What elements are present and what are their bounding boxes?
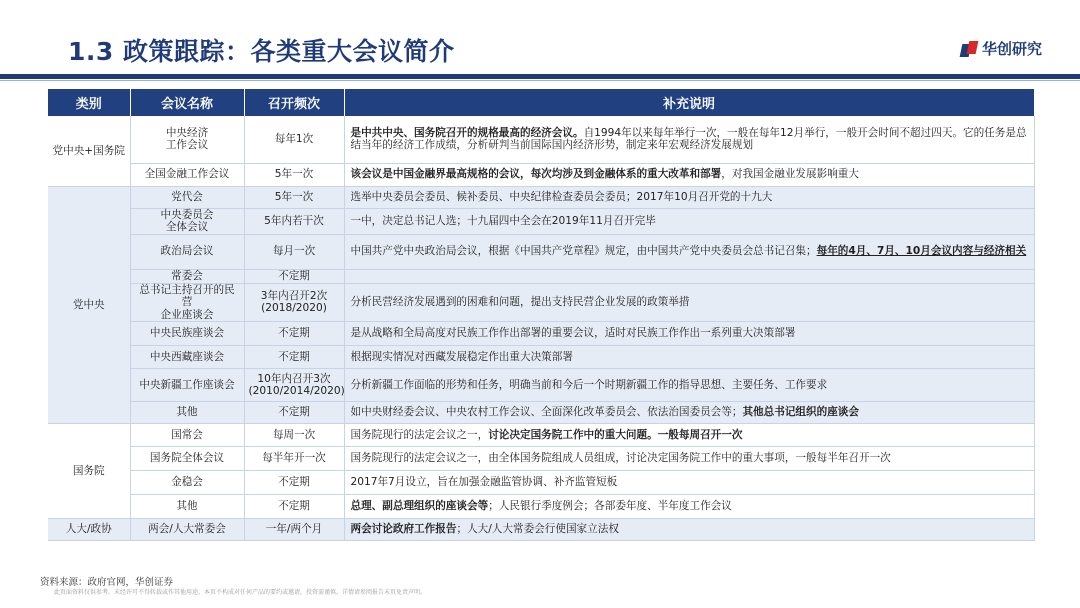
disclaimer: 此页面资料仅供参考，未经许可不得转载或作其他用途。本页不构成对任何产品的要约或邀请，投资需谨慎。详情请参阅报告末页免责声明。 bbox=[54, 589, 427, 596]
description-text: 国务院现行的法定会议之一， bbox=[350, 428, 489, 441]
category-cell: 人大/政协 bbox=[48, 519, 130, 541]
column-header: 补充说明 bbox=[344, 89, 1034, 116]
frequency-cell: 每月一次 bbox=[244, 234, 344, 269]
table-row bbox=[48, 283, 1034, 322]
column-header: 会议名称 bbox=[130, 89, 244, 116]
logo-icon bbox=[961, 41, 977, 57]
meeting-name-cell: 常委会 bbox=[130, 269, 244, 283]
frequency-cell: 不定期 bbox=[244, 346, 344, 369]
description-text: ；人大/人大常委会行使国家立法权 bbox=[456, 523, 619, 536]
description-cell bbox=[344, 447, 1034, 471]
meeting-name-cell: 中央新疆工作座谈会 bbox=[130, 369, 244, 402]
description-cell bbox=[344, 163, 1034, 186]
description-cell bbox=[344, 116, 1034, 163]
meeting-name-cell: 中央委员会 全体会议 bbox=[130, 208, 244, 234]
table-row bbox=[48, 234, 1034, 269]
frequency-cell: 5年一次 bbox=[244, 163, 344, 186]
table-row bbox=[48, 186, 1034, 208]
table-row bbox=[48, 269, 1034, 283]
header-divider bbox=[0, 74, 1080, 79]
description-cell bbox=[344, 424, 1034, 447]
frequency-cell: 不定期 bbox=[244, 402, 344, 424]
emphasis-text: 总理、副总理组织的座谈会等 bbox=[350, 500, 489, 513]
source-note: 资料来源：政府官网，华创证券 bbox=[40, 577, 174, 588]
meetings-table bbox=[48, 89, 1035, 541]
meeting-name-cell: 中央经济 工作会议 bbox=[130, 116, 244, 163]
table-row bbox=[48, 471, 1034, 495]
description-text: 分析民营经济发展遇到的困难和问题，提出支持民营企业发展的政策举措 bbox=[350, 296, 690, 308]
meeting-name-cell: 中央西藏座谈会 bbox=[130, 346, 244, 369]
table-row bbox=[48, 322, 1034, 346]
emphasis-text: 每年的4月、7月、10月会议内容与经济相关 bbox=[816, 245, 1027, 258]
meeting-name-cell: 中央民族座谈会 bbox=[130, 322, 244, 346]
emphasis-text: 讨论决定国务院工作中的重大问题。一般每周召开一次 bbox=[488, 428, 743, 441]
description-cell bbox=[344, 283, 1034, 322]
frequency-cell: 每年1次 bbox=[244, 116, 344, 163]
description-cell bbox=[344, 471, 1034, 495]
table-header-row bbox=[48, 89, 1034, 116]
meeting-name-cell: 总书记主持召开的民营 企业座谈会 bbox=[130, 283, 244, 322]
table-row bbox=[48, 346, 1034, 369]
description-cell bbox=[344, 519, 1034, 541]
meeting-name-cell: 全国金融工作会议 bbox=[130, 163, 244, 186]
meeting-name-cell: 其他 bbox=[130, 495, 244, 519]
column-header: 类别 bbox=[48, 89, 130, 116]
description-text: 一中，决定总书记人选；十九届四中全会在2019年11月召开完毕 bbox=[350, 214, 656, 227]
meeting-name-cell: 政治局会议 bbox=[130, 234, 244, 269]
frequency-cell: 每周一次 bbox=[244, 424, 344, 447]
frequency-cell: 不定期 bbox=[244, 495, 344, 519]
emphasis-text: 两会讨论政府工作报告 bbox=[350, 523, 457, 536]
description-cell bbox=[344, 186, 1034, 208]
description-text: 选举中央委员会委员、候补委员、中央纪律检查委员会委员；2017年10月召开党的十九大 bbox=[350, 190, 773, 203]
table-row bbox=[48, 369, 1034, 402]
frequency-cell: 不定期 bbox=[244, 322, 344, 346]
description-text: 中国共产党中央政治局会议，根据《中国共产党章程》规定，由中国共产党中央委员会总书记召集； bbox=[350, 245, 817, 258]
meeting-name-cell: 两会/人大常委会 bbox=[130, 519, 244, 541]
table-row bbox=[48, 447, 1034, 471]
meeting-name-cell: 国务院全体会议 bbox=[130, 447, 244, 471]
frequency-cell: 5年一次 bbox=[244, 186, 344, 208]
meeting-name-cell: 国常会 bbox=[130, 424, 244, 447]
frequency-cell: 一年/两个月 bbox=[244, 519, 344, 541]
frequency-cell: 10年内召开3次 (2010/2014/2020) bbox=[244, 369, 344, 402]
frequency-cell: 每半年开一次 bbox=[244, 447, 344, 471]
description-cell bbox=[344, 346, 1034, 369]
category-cell: 党中央+国务院 bbox=[48, 116, 130, 186]
description-text: 是从战略和全局高度对民族工作作出部署的重要会议，适时对民族工作作出一系列重大决策部署 bbox=[350, 327, 796, 340]
category-cell: 国务院 bbox=[48, 424, 130, 519]
description-cell bbox=[344, 208, 1034, 234]
table-row bbox=[48, 116, 1034, 163]
table-row bbox=[48, 163, 1034, 186]
frequency-cell: 5年内若干次 bbox=[244, 208, 344, 234]
table-row bbox=[48, 519, 1034, 541]
description-text: 自1994年以来每年举行一次，一般在每年12月举行，一般开会时间不超过四天。它的任务是总结当年的经济工作成绩，分析研判当前国际国内经济形势，制定来年宏观经济发展规划 bbox=[350, 126, 1027, 152]
description-cell bbox=[344, 234, 1034, 269]
frequency-cell: 3年内召开2次 (2018/2020) bbox=[244, 283, 344, 322]
emphasis-text: 该会议是中国金融界最高规格的会议，每次均涉及到金融体系的重大改革和部署 bbox=[350, 168, 722, 181]
description-cell bbox=[344, 495, 1034, 519]
description-text: 如中央财经委会议、中央农村工作会议、全面深化改革委员会、依法治国委员会等； bbox=[350, 406, 743, 419]
table-row bbox=[48, 495, 1034, 519]
table-row bbox=[48, 402, 1034, 424]
emphasis-text: 其他总书记组织的座谈会 bbox=[742, 406, 859, 419]
description-text: 2017年7月设立，旨在加强金融监管协调、补齐监管短板 bbox=[350, 476, 618, 489]
emphasis-text: 是中共中央、国务院召开的规格最高的经济会议。 bbox=[350, 126, 584, 139]
description-cell bbox=[344, 402, 1034, 424]
category-cell: 党中央 bbox=[48, 186, 130, 424]
table-row bbox=[48, 208, 1034, 234]
column-header: 召开频次 bbox=[244, 89, 344, 116]
description-text: ，对我国金融业发展影响重大 bbox=[721, 168, 859, 181]
description-cell bbox=[344, 369, 1034, 402]
frequency-cell: 不定期 bbox=[244, 471, 344, 495]
description-text: 国务院现行的法定会议之一，由全体国务院组成人员组成，讨论决定国务院工作中的重大事项，一般每半年召开一次 bbox=[350, 452, 891, 465]
description-cell bbox=[344, 269, 1034, 283]
brand-logo bbox=[961, 38, 1042, 59]
meeting-name-cell: 其他 bbox=[130, 402, 244, 424]
table-row bbox=[48, 424, 1034, 447]
description-text: 分析新疆工作面临的形势和任务，明确当前和今后一个时期新疆工作的指导思想、主要任务、工作要求 bbox=[350, 378, 828, 391]
description-text: 根据现实情况对西藏发展稳定作出重大决策部署 bbox=[350, 350, 573, 363]
description-text: ；人民银行季度例会；各部委年度、半年度工作会议 bbox=[488, 500, 732, 513]
meeting-name-cell: 金稳会 bbox=[130, 471, 244, 495]
meeting-name-cell: 党代会 bbox=[130, 186, 244, 208]
header-divider-thin bbox=[0, 80, 1080, 81]
logo-text: 华创研究 bbox=[981, 40, 1042, 58]
description-cell bbox=[344, 322, 1034, 346]
frequency-cell: 不定期 bbox=[244, 269, 344, 283]
page-title: 1.3 政策跟踪：各类重大会议简介 bbox=[68, 37, 455, 66]
